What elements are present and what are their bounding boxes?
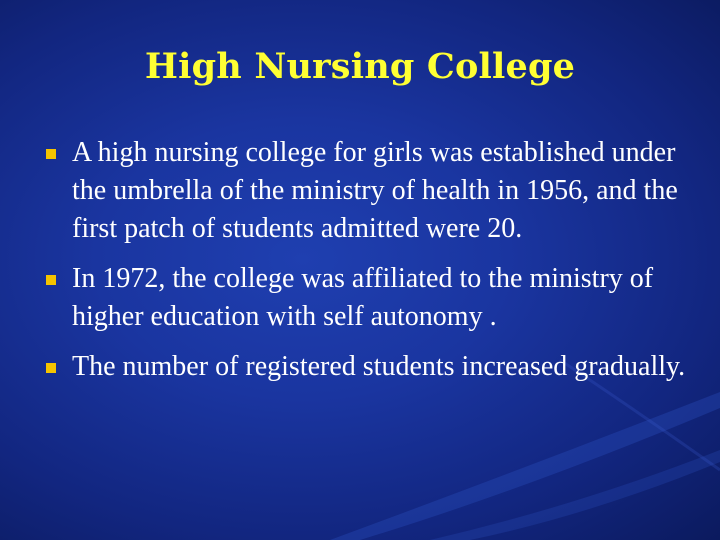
square-bullet-icon (46, 363, 56, 373)
bullet-item (44, 134, 694, 248)
square-bullet-icon (46, 149, 56, 159)
bullet-item (44, 260, 694, 336)
slide-title: High Nursing College (144, 46, 576, 87)
bullet-text: In 1972, the college was affiliated to the ministry of higher education with self autonomy . (72, 263, 654, 332)
square-bullet-icon (46, 275, 56, 285)
bullet-item (44, 348, 694, 386)
bullet-text: A high nursing college for girls was established under the umbrella of the ministry of health in 1956, and the first patch of students admitted were 20. (72, 137, 678, 244)
bullet-list (44, 134, 694, 398)
bullet-text: The number of registered students increased gradually. (72, 351, 686, 382)
